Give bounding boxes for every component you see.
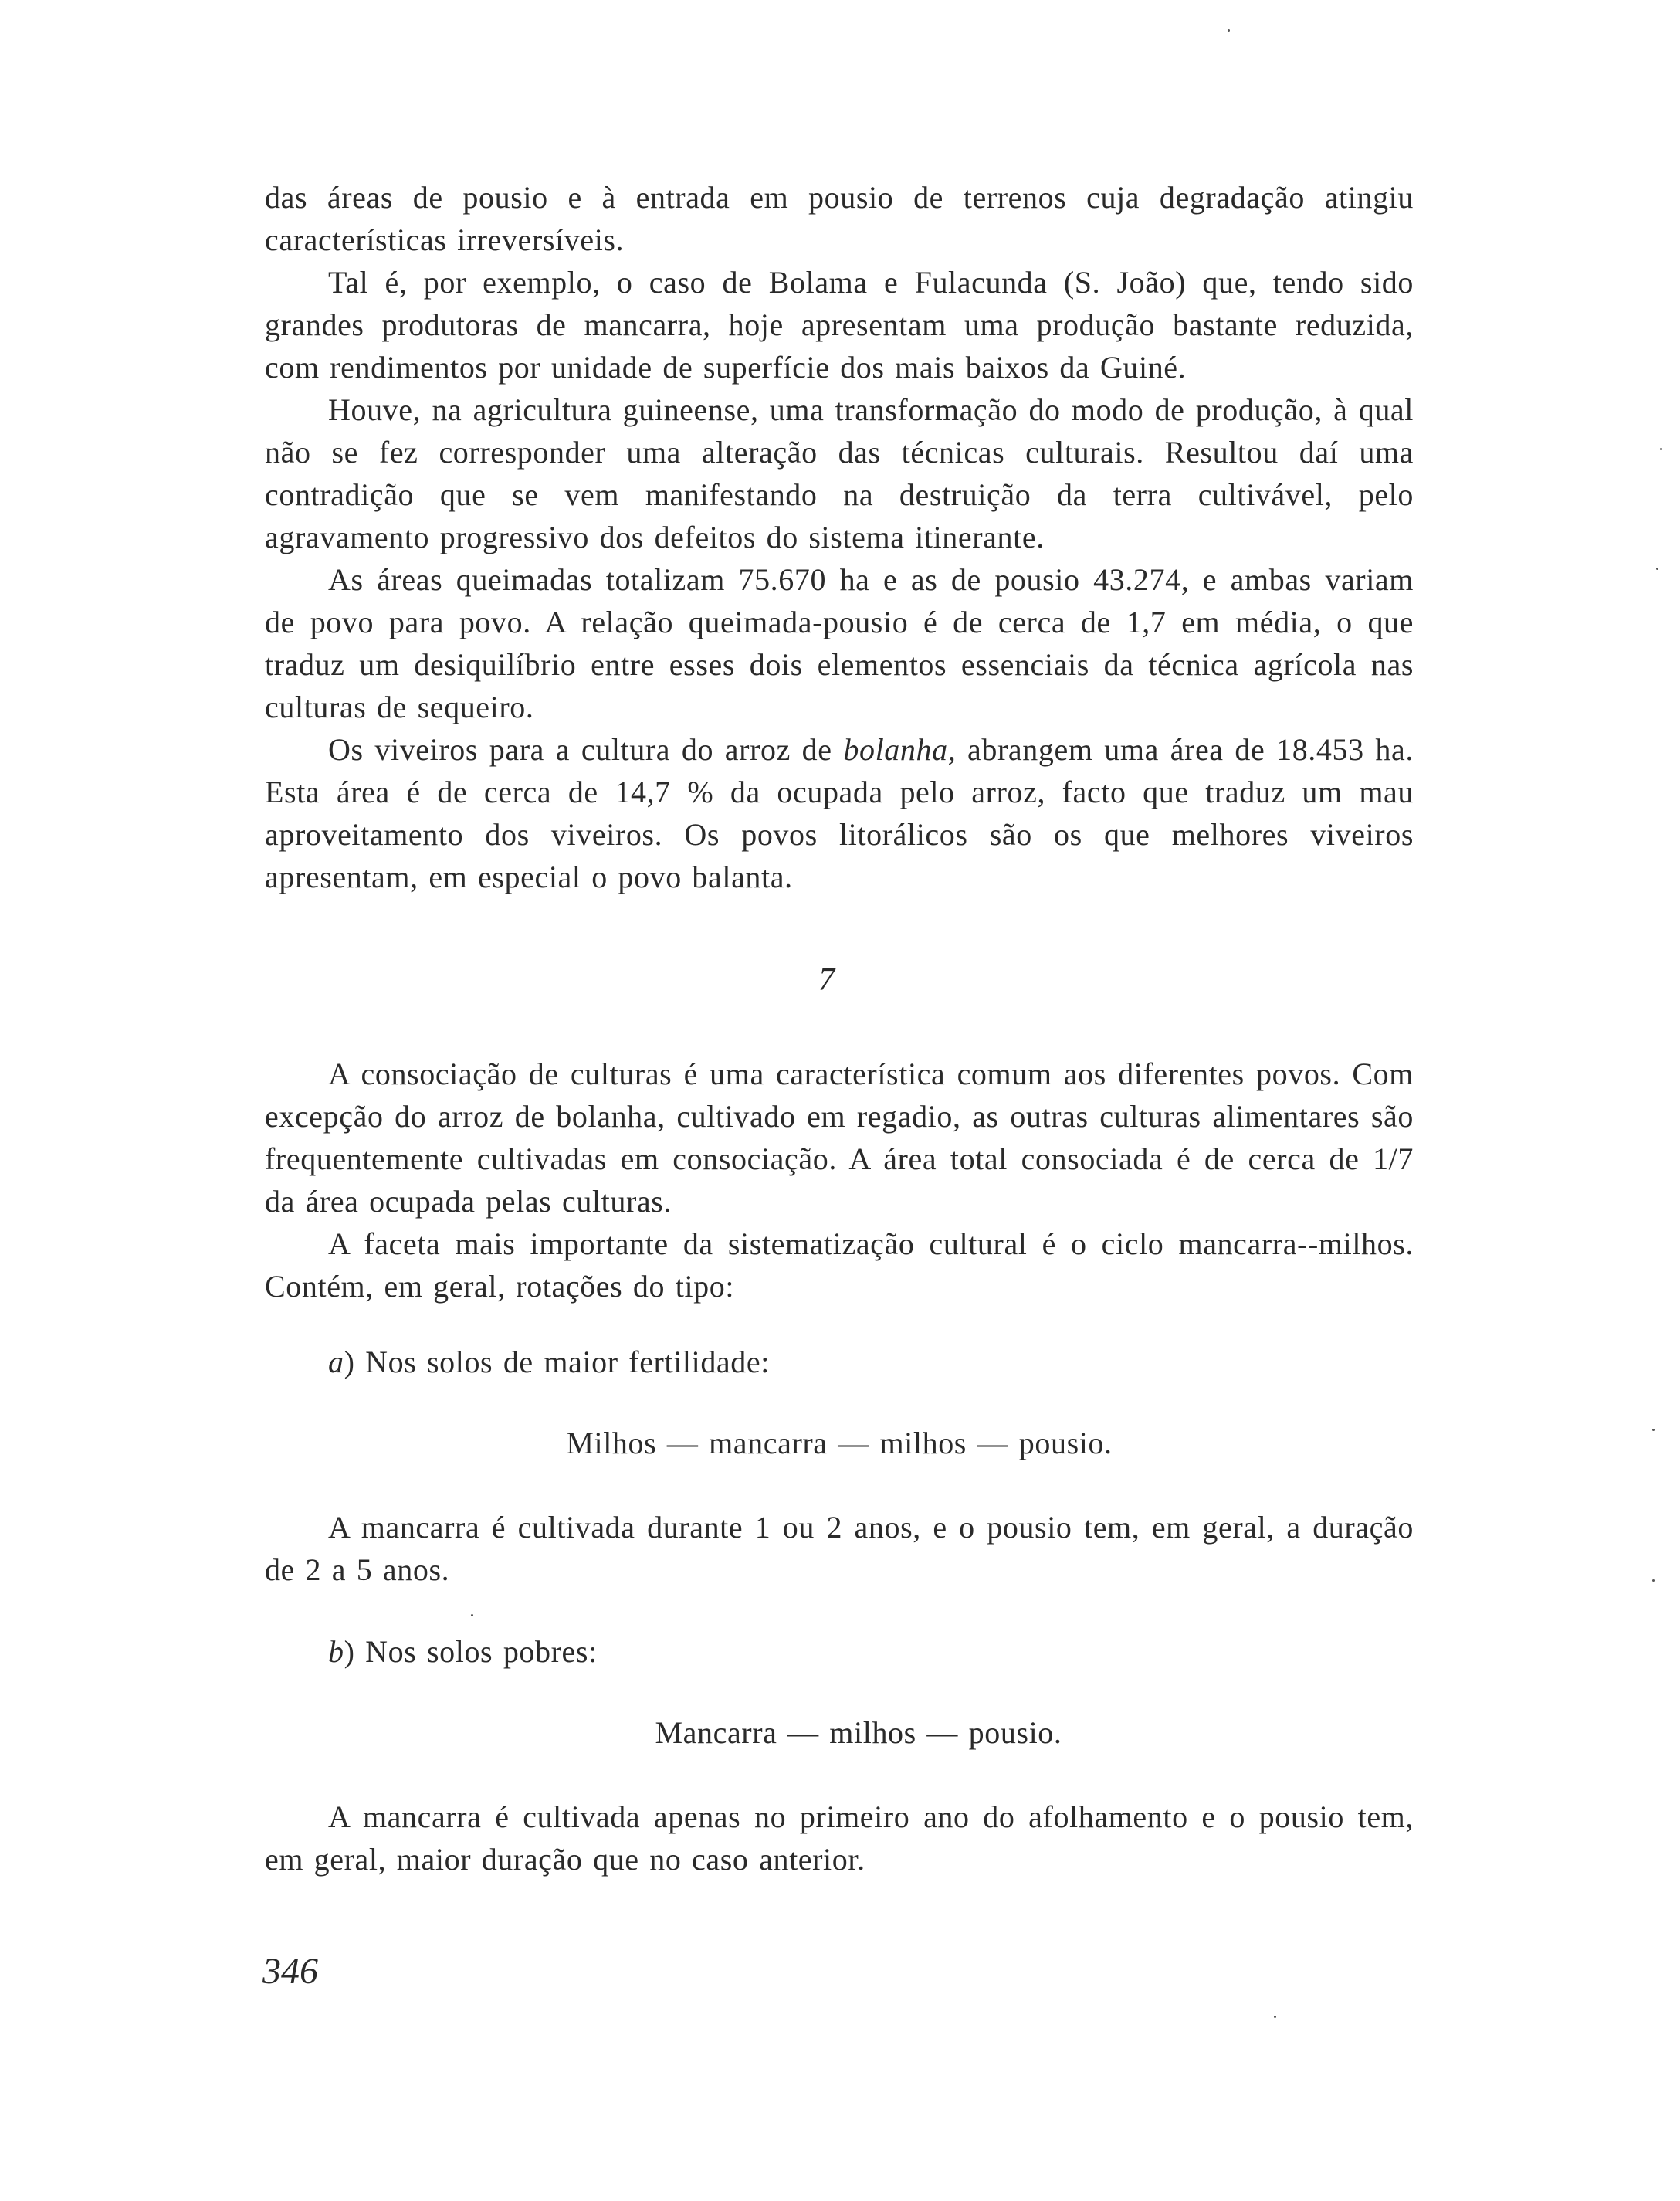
section-number: 7 [818, 962, 835, 998]
case-b-label [328, 1633, 598, 1670]
scan-speck [471, 1614, 473, 1616]
paragraph-nurseries [265, 728, 1414, 898]
case-a-label [328, 1344, 770, 1380]
nurseries-text-before: Os viveiros para a cultura do arroz de [328, 732, 844, 767]
case-b-note: A mancarra é cultivada apenas no primeiro ano do afolhamento e o pousio tem, em geral, maior duração que no caso anterior. [265, 1799, 1414, 1877]
section-text-block [265, 1053, 1414, 1307]
top-text-block [265, 176, 1414, 898]
scan-speck [1228, 29, 1230, 32]
case-b-letter: b [328, 1634, 344, 1669]
paragraph-transformation: Houve, na agricultura guineense, uma transformação do modo de produção, à qual não se fez corresponder uma alteração das técnicas culturais. Resultou daí uma contradição que se vem manifestando na destruição da terra cultivável, pelo agravamento progressivo dos defeitos do sistema itinerante. [265, 392, 1414, 554]
scan-speck [1274, 2016, 1276, 2018]
bolanha-italic: bolanha, [843, 732, 957, 767]
paragraph-burned-areas: As áreas queimadas totalizam 75.670 ha e as de pousio 43.274, e ambas variam de povo para povo. A relação queimada-pousio é de cerca de 1,7 em média, o que traduz um desiquilíbrio entre esses dois elementos essenciais da técnica agrícola nas culturas de sequeiro. [265, 562, 1414, 724]
scan-speck [1660, 448, 1662, 450]
paragraph-bolama: Tal é, por exemplo, o caso de Bolama e Fulacunda (S. João) que, tendo sido grandes produtoras de mancarra, hoje apresentam uma produção bastante reduzida, com rendimentos por unidade de superfície dos mais baixos da Guiné. [265, 265, 1414, 385]
case-a-letter: a [328, 1345, 344, 1379]
scan-speck [1652, 1579, 1655, 1582]
nurseries-text-after: abrangem uma área de 18.453 ha. Esta área é de cerca de 14,7 % da ocupada pelo arroz, facto que traduz um mau aproveitamento dos viveiros. Os povos litorálicos são os que melhores viveiros apresentam, em especial o povo balanta. [265, 732, 1414, 894]
case-a-note: A mancarra é cultivada durante 1 ou 2 anos, e o pousio tem, em geral, a duração de 2 a 5 anos. [265, 1510, 1414, 1587]
scan-speck [1652, 1429, 1655, 1431]
case-b-note-block [265, 1796, 1414, 1881]
paragraph-continuation: das áreas de pousio e à entrada em pousio de terrenos cuja degradação atingiu características irreversíveis. [265, 180, 1414, 257]
case-a-text: ) Nos solos de maior fertilidade: [344, 1345, 770, 1379]
case-b-rotation: Mancarra — milhos — pousio. [655, 1715, 1062, 1750]
paragraph-cycle: A faceta mais importante da sistematização cultural é o ciclo mancarra--milhos. Contém, em geral, rotações do tipo: [265, 1226, 1414, 1304]
case-a-note-block [265, 1506, 1414, 1591]
page-number: 346 [262, 1951, 318, 1992]
scan-speck [1656, 568, 1658, 570]
paragraph-consociation: A consociação de culturas é uma característica comum aos diferentes povos. Com excepção do arroz de bolanha, cultivado em regadio, as outras culturas alimentares são frequentemente cultivadas em consociação. A área total consociada é de cerca de 1/7 da área ocupada pelas culturas. [265, 1056, 1414, 1219]
case-b-text: ) Nos solos pobres: [344, 1634, 598, 1669]
case-a-rotation: Milhos — mancarra — milhos — pousio. [566, 1426, 1113, 1460]
